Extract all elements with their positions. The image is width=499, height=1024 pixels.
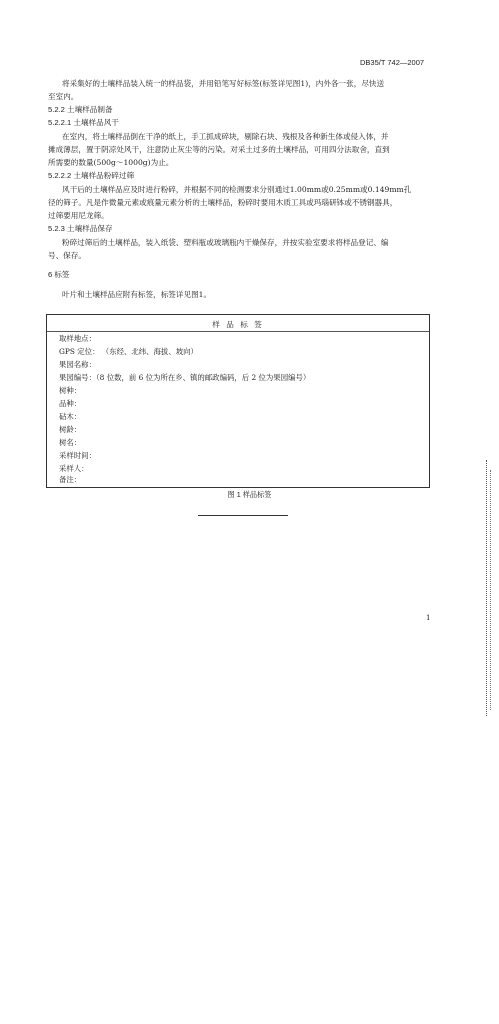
label-field: 果园名称： <box>59 360 96 369</box>
paragraph-line: 在室内，将土壤样品倒在干净的纸上，手工抓成碎块，剔除石块、残根及各种新生体或侵入体，并 <box>62 132 389 141</box>
label-field: 树种： <box>59 386 82 395</box>
paragraph-line: 摊成薄层，置于阴凉处风干，注意防止灰尘等的污染。对采土过多的土壤样品，可用四分法取舍，直到 <box>48 145 390 154</box>
label-field: GPS 定位： （东经、北纬、海拔、坡向） <box>59 347 198 356</box>
label-field: 备注： <box>59 475 82 484</box>
paragraph-line: 所需要的数量(500g～1000g)为止。 <box>48 158 174 167</box>
paragraph-line: 过筛要用尼龙筛。 <box>48 211 109 220</box>
section-heading-5-2-2: 5.2.2 土壤样品制备 <box>48 105 113 114</box>
paragraph-line: 粉碎过筛后的土壤样品，装入纸袋、塑料瓶或玻璃瓶内干燥保存，并按实验室要求将样品登记、编 <box>62 238 389 247</box>
label-field: 取样地点： <box>59 334 96 343</box>
label-box-title: 样 品 标 签 <box>212 320 264 329</box>
binding-edge-line <box>490 470 493 710</box>
figure-caption: 图 1 样品标签 <box>227 490 272 499</box>
paragraph-line: 将采集好的土壤样品装入统一的样品袋，并用铅笔写好标签(标签详见图1)，内外各一张，尽快送 <box>62 79 385 88</box>
paragraph-line: 风干后的土壤样品应及时进行粉碎，并根据不同的检测要求分别通过1.00mm或0.25mm或0.149mm孔 <box>62 185 412 194</box>
end-rule <box>198 515 288 516</box>
document-code: DB35/T 742—2007 <box>360 58 425 67</box>
section-heading-6: 6 标签 <box>48 270 70 279</box>
sample-label-box <box>46 314 430 488</box>
label-field: 砧木： <box>59 412 82 421</box>
label-field: 树龄： <box>59 425 82 434</box>
section-heading-5-2-2-1: 5.2.2.1 土壤样品风干 <box>48 118 119 127</box>
label-field: 采样时间： <box>59 451 96 460</box>
page-number: 1 <box>426 614 431 622</box>
paragraph-line: 号、保存。 <box>48 251 86 260</box>
label-box-divider <box>47 331 429 332</box>
paragraph-line: 叶片和土壤样品应附有标签，标签详见图1。 <box>62 290 212 299</box>
section-heading-5-2-3: 5.2.3 土壤样品保存 <box>48 224 113 233</box>
paragraph-line: 径的筛子。凡是作微量元素或痕量元素分析的土壤样品，粉碎时要用木质工具或玛瑙研钵或不锈钢器具， <box>48 198 398 207</box>
label-field: 果园编号：（8 位数，前 6 位为所在乡、镇的邮政编码，后 2 位为果园编号） <box>59 373 311 382</box>
label-field: 品种： <box>59 399 82 408</box>
section-heading-5-2-2-2: 5.2.2.2 土壤样品粉碎过筛 <box>48 171 135 180</box>
paragraph-line: 至室内。 <box>48 92 79 101</box>
label-field: 树名： <box>59 438 82 447</box>
label-field: 采样人： <box>59 464 89 473</box>
